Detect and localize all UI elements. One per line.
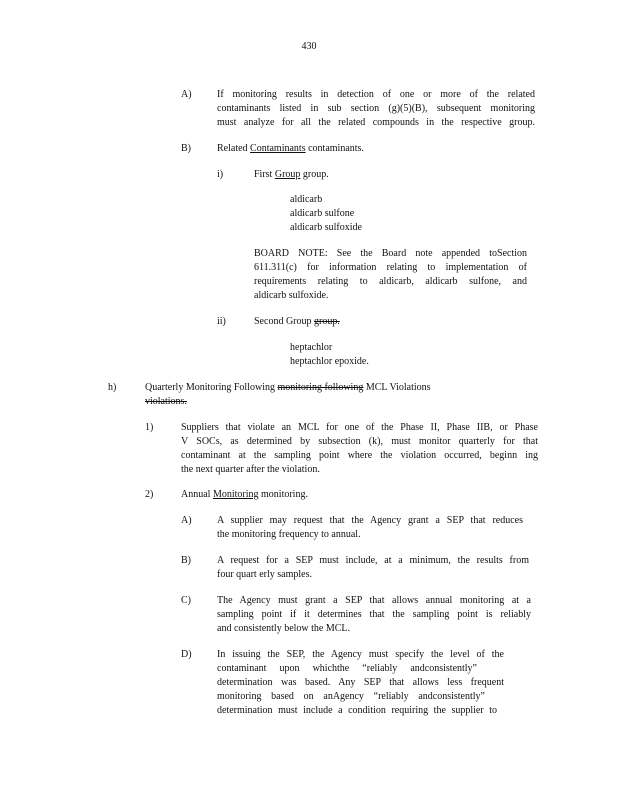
item-label-b: B) <box>181 555 191 566</box>
item-label-a: A) <box>181 515 192 526</box>
item-label-b: B) <box>181 143 191 154</box>
text-line: requirements relating to aldicarb, aldicarb sulfone, and <box>254 276 527 287</box>
deleted-text: violations. <box>145 396 187 407</box>
item-label-d: D) <box>181 649 192 660</box>
paragraph-suppliers-violate <box>181 421 538 477</box>
inserted-text: Contaminants <box>250 143 306 154</box>
list-item: aldicarb sulfone <box>290 208 355 219</box>
text-line: contaminant upon whichthe “reliably andconsistently” <box>217 663 477 674</box>
paragraph-sep-minimum <box>217 554 529 582</box>
item-label-ii: ii) <box>217 316 226 327</box>
text-line: BOARD NOTE: See the Board note appended toSection <box>254 248 527 259</box>
text-line: aldicarb sulfoxide. <box>254 290 329 301</box>
inserted-text: Monitoring <box>212 489 259 500</box>
text-line: four quart erly samples. <box>217 569 312 580</box>
text-line: contaminants listed in sub section (g)(5)(B), subsequent monitoring <box>217 103 535 114</box>
list-item: heptachlor <box>290 342 333 353</box>
text-line: contaminant at the sampling point where the violation occurred, beginn ing <box>181 450 538 461</box>
item-label-a: A) <box>181 89 192 100</box>
first-group-list <box>290 193 362 235</box>
text-line: determination must include a condition requiring the supplier to <box>217 705 497 716</box>
text-line: A supplier may request that the Agency grant a SEP that reduces <box>217 515 523 526</box>
item-label-i: i) <box>217 169 224 180</box>
text-line: sampling point if it determines that the sampling point is reliably <box>217 609 531 620</box>
paragraph-sep-issuing <box>217 648 504 718</box>
board-note <box>254 247 527 303</box>
paragraph-a-related <box>217 88 535 130</box>
list-item: aldicarb sulfoxide <box>290 222 362 233</box>
heading-annual-monitoring: Annual Monitoring monitoring. <box>181 489 308 500</box>
inserted-text: Group <box>274 169 301 180</box>
item-label-h: h) <box>108 382 117 393</box>
text-line: Suppliers that violate an MCL for one of the Phase II, Phase IIB, or Phase <box>181 422 538 433</box>
list-item: aldicarb <box>290 194 323 205</box>
paragraph-sep-request <box>217 514 523 542</box>
second-group-list <box>290 341 369 369</box>
text-line: the monitoring frequency to annual. <box>217 529 361 540</box>
list-item: heptachlor epoxide. <box>290 356 369 367</box>
text-line: A request for a SEP must include, at a minimum, the results from <box>217 555 529 566</box>
text-line: the next quarter after the violation. <box>181 464 320 475</box>
item-label-2: 2) <box>145 489 154 500</box>
original-text: contaminants. <box>305 143 364 154</box>
text-line: If monitoring results in detection of one or more of the related <box>217 89 535 100</box>
text-line: In issuing the SEP, the Agency must specify the level of the <box>217 649 504 660</box>
original-text: monitoring. <box>258 489 308 500</box>
text-line: determination was based. Any SEP that allows less frequent <box>217 677 504 688</box>
paragraph-sep-grant <box>217 594 531 636</box>
heading-quarterly-monitoring: Quarterly Monitoring Following monitoring following MCL Violations violations. <box>145 382 431 407</box>
text-line: The Agency must grant a SEP that allows annual monitoring at a <box>217 595 531 606</box>
heading-first-group: First Group group. <box>254 169 329 180</box>
heading-second-group: Second Group group. <box>254 316 340 327</box>
page-number: 430 <box>301 41 317 52</box>
text-line: monitoring based on anAgency “reliably andconsistently” <box>217 691 485 702</box>
heading-related-contaminants: Related Contaminants contaminants. <box>217 143 364 154</box>
text-line: and consistently below the MCL. <box>217 623 351 634</box>
text-line: 611.311(c) for information relating to implementation of <box>254 262 527 273</box>
text-line: must analyze for all the related compounds in the respective group. <box>217 117 535 128</box>
text-line: V SOCs, as determined by subsection (k), must monitor quarterly for that <box>181 436 538 447</box>
item-label-1: 1) <box>145 422 154 433</box>
original-text: group. <box>300 169 329 180</box>
deleted-text: group. <box>314 316 340 327</box>
item-label-c: C) <box>181 595 191 606</box>
deleted-text: monitoring following <box>277 382 364 393</box>
